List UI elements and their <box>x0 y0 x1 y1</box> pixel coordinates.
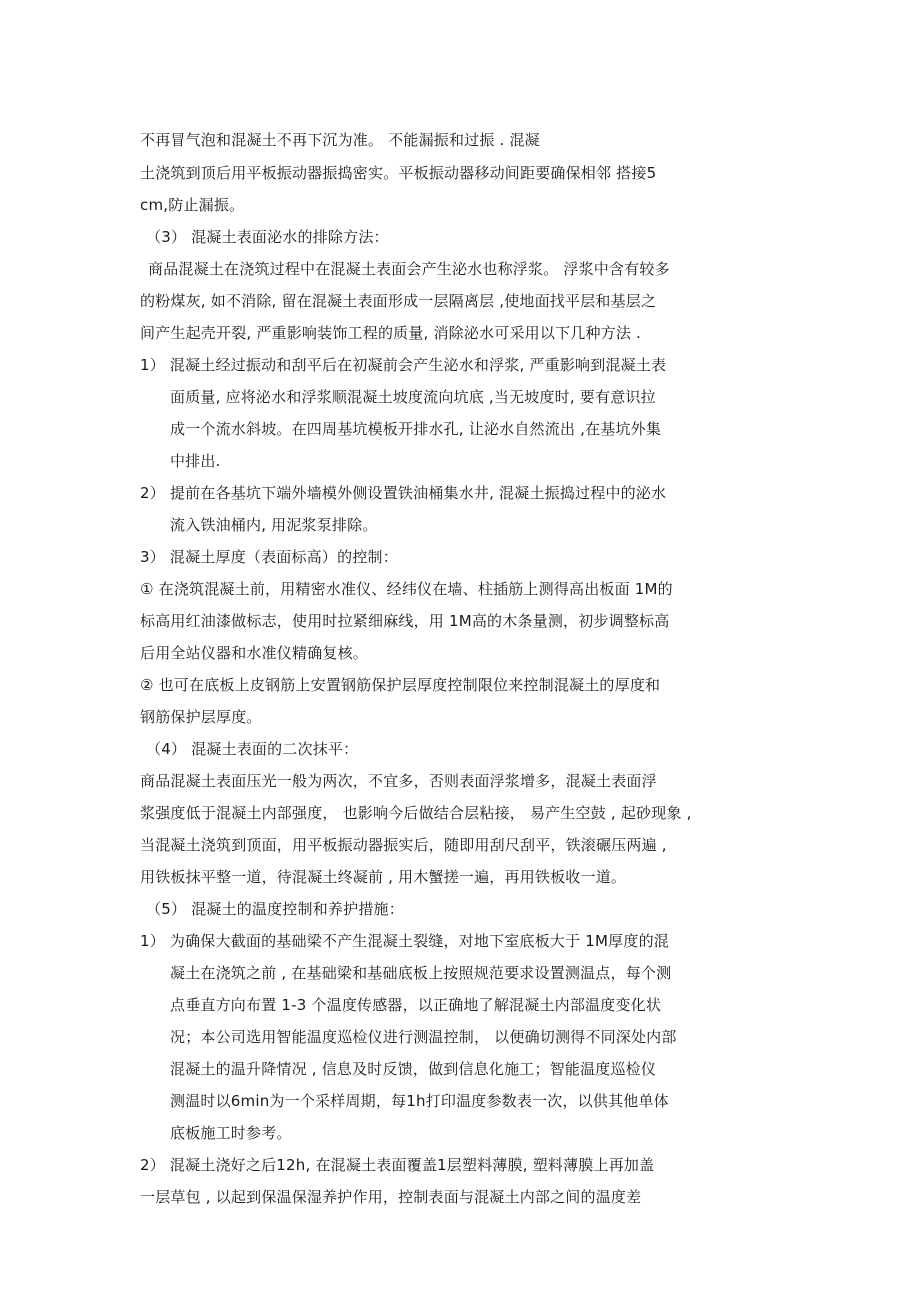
text-line: 不再冒气泡和混凝土不再下沉为准。 不能漏振和过振 . 混凝 <box>140 131 540 149</box>
text-line: 商品混凝土在浇筑过程中在混凝土表面会产生泌水也称浮浆。 浮浆中含有较多 <box>148 260 670 278</box>
text-line: 中排出. <box>170 452 221 470</box>
list-item: 1） 为确保大截面的基础梁不产生混凝土裂缝，对地下室底板大于 1M厚度的混 <box>140 932 669 950</box>
text-line: 底板施工时参考。 <box>170 1124 292 1142</box>
list-item: 2） 提前在各基坑下端外墙模外侧设置铁油桶集水井, 混凝土振捣过程中的泌水 <box>140 484 667 502</box>
text-line: 况；本公司选用智能温度巡检仪进行测温控制， 以便确切测得不同深处内部 <box>170 1028 677 1046</box>
text-line: 点垂直方向布置 1-3 个温度传感器，以正确地了解混凝土内部温度变化状 <box>170 996 662 1014</box>
text-line: ② 也可在底板上皮钢筋上安置钢筋保护层厚度控制限位来控制混凝土的厚度和 <box>140 676 661 694</box>
section-heading: （3） 混凝土表面泌水的排除方法： <box>146 228 389 246</box>
text-line: ① 在浇筑混凝土前，用精密水准仪、经纬仪在墙、柱插筋上测得高出板面 1M的 <box>140 580 673 598</box>
text-line: 一层草包 , 以起到保温保湿养护作用，控制表面与混凝土内部之间的温度差 <box>140 1188 642 1206</box>
text-line: 标高用红油漆做标志，使用时拉紧细麻线，用 1M高的木条量测，初步调整标高 <box>140 612 670 630</box>
text-line: 测温时以6min为一个采样周期，每1h打印温度参数表一次，以供其他单体 <box>170 1092 669 1110</box>
text-line: 浆强度低于混凝土内部强度， 也影响今后做结合层粘接， 易产生空鼓 , 起砂现象 , <box>140 804 692 822</box>
text-line: 钢筋保护层厚度。 <box>140 708 262 726</box>
text-line: 用铁板抹平整一道，待混凝土终凝前 , 用木蟹搓一遍，再用铁板收一道。 <box>140 868 627 886</box>
text-line: 商品混凝土表面压光一般为两次，不宜多，否则表面浮浆增多，混凝土表面浮 <box>140 772 657 790</box>
list-item: 3） 混凝土厚度（表面标高）的控制： <box>140 548 398 566</box>
text-line: 混凝土的温升降情况 , 信息及时反馈，做到信息化施工；智能温度巡检仪 <box>170 1060 657 1078</box>
text-line: 土浇筑到顶后用平板振动器振捣密实。平板振动器移动间距要确保相邻 搭接5 <box>140 164 657 182</box>
text-line: 成一个流水斜坡。在四周基坑模板开排水孔, 让泌水自然流出 ,在基坑外集 <box>170 420 662 438</box>
text-line: cm,防止漏振。 <box>140 196 245 214</box>
list-item: 1） 混凝土经过振动和刮平后在初凝前会产生泌水和浮浆, 严重影响到混凝土表 <box>140 356 667 374</box>
text-line: 的粉煤灰, 如不消除, 留在混凝土表面形成一层隔离层 ,使地面找平层和基层之 <box>140 292 657 310</box>
list-item: 2） 混凝土浇好之后12h, 在混凝土表面覆盖1层塑料薄膜, 塑料薄膜上再加盖 <box>140 1156 655 1174</box>
text-line: 当混凝土浇筑到顶面，用平板振动器振实后，随即用刮尺刮平，铁滚碾压两遍 , <box>140 836 667 854</box>
text-line: 面质量, 应将泌水和浮浆顺混凝土坡度流向坑底 ,当无坡度时, 要有意识拉 <box>170 388 656 406</box>
section-heading: （5） 混凝土的温度控制和养护措施： <box>146 900 404 918</box>
text-line: 间产生起壳开裂, 严重影响装饰工程的质量, 消除泌水可采用以下几种方法 . <box>140 324 642 342</box>
text-line: 后用全站仪器和水准仪精确复核。 <box>140 644 369 662</box>
section-heading: （4） 混凝土表面的二次抹平： <box>146 740 359 758</box>
text-line: 流入铁油桶内, 用泥浆泵排除。 <box>170 516 378 534</box>
text-line: 凝土在浇筑之前 , 在基础梁和基础底板上按照规范要求设置测温点，每个测 <box>170 964 672 982</box>
